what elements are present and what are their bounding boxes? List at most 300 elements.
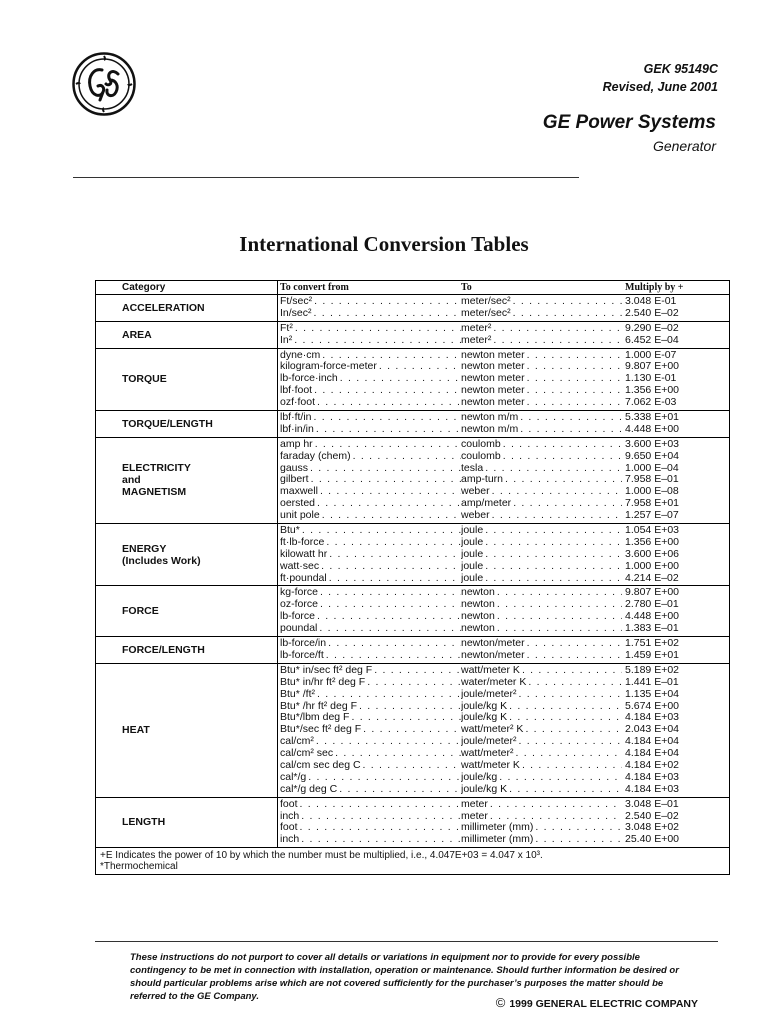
dot-leader [485,561,622,573]
multiplier: 1.356 E+00 [625,536,680,548]
from-unit: kilowatt hr [280,548,328,560]
from-unit-cell [280,587,461,599]
to-unit-cell [461,822,622,834]
from-unit-cell [280,373,461,385]
to-unit: amp/meter [461,498,512,510]
to-unit-cell [461,665,622,677]
table-group-row [96,663,730,797]
from-unit-cell [280,736,461,748]
category-cell [96,586,278,637]
to-unit-cell [461,451,622,463]
conversion-table [95,280,730,875]
to-unit-cell [461,599,622,611]
dot-leader [339,784,461,796]
to-unit-cell [461,424,622,436]
from-unit-cell [280,822,461,834]
conversion-row [280,296,726,308]
conversion-row [280,599,726,611]
from-unit-cell [280,760,461,772]
multiplier: 4.184 E+03 [625,771,680,783]
from-unit: gauss [280,462,309,474]
conversion-row [280,335,726,347]
conversion-rows-cell [278,295,730,322]
dot-leader [314,412,461,424]
from-unit: Btu* [280,525,300,537]
conversion-row [280,772,726,784]
note-exponent: +E Indicates the power of 10 by which the number must be multiplied, i.e., 4.047E+03 = 4.047 x 10³. [100,850,543,862]
conversion-row [280,486,726,498]
to-unit: joule [461,525,484,537]
multiplier: 1.135 E+04 [625,688,680,700]
multiplier: 1.441 E–01 [625,676,679,688]
conversion-rows-cell [278,637,730,664]
multiplier: 2.540 E–02 [625,307,679,319]
to-unit-cell [461,561,622,573]
from-unit: gilbert [280,474,309,486]
dot-leader [310,463,461,475]
to-unit: newton [461,599,495,611]
conversion-row [280,397,726,409]
dot-leader [351,712,461,724]
from-unit-cell [280,650,461,662]
dot-leader [492,486,622,498]
from-unit-cell [280,486,461,498]
conversion-row [280,811,726,823]
conversion-row [280,537,726,549]
to-unit-cell [461,463,622,475]
document-number: GEK 95149C [643,62,718,76]
conversion-row [280,561,726,573]
to-unit: tesla [461,462,484,474]
multiplier: 9.807 E+00 [625,361,680,373]
conversion-rows-cell [278,663,730,797]
dot-leader [485,463,622,475]
from-unit: faraday (chem) [280,450,351,462]
division-name: GE Power Systems [542,112,716,133]
to-unit-cell [461,510,622,522]
conversion-row [280,451,726,463]
dot-leader [485,525,622,537]
dot-leader [499,772,622,784]
table-header-row [96,281,730,295]
conversion-row [280,784,726,796]
conversion-row [280,587,726,599]
from-unit: kilogram-force-meter [280,361,377,373]
from-unit-cell [280,537,461,549]
table-group-row [96,321,730,348]
to-unit-cell [461,296,622,308]
to-unit: newton/meter [461,638,525,650]
conversion-row [280,350,726,362]
to-unit-cell [461,772,622,784]
multiplier: 3.600 E+03 [625,438,680,450]
to-unit-cell [461,650,622,662]
to-unit: newton m/m [461,412,519,424]
dot-leader [513,296,622,308]
from-unit: cal*/g deg C [280,783,338,795]
to-unit-cell [461,611,622,623]
from-unit-cell [280,498,461,510]
from-unit-cell [280,799,461,811]
conversion-row [280,736,726,748]
conversion-row [280,525,726,537]
dot-leader [316,736,461,748]
from-unit-cell [280,689,461,701]
from-unit: lb-force/ft [280,649,324,661]
from-unit-cell [280,385,461,397]
category-label: TORQUE/LENGTH [122,417,213,430]
to-unit: meter² [461,334,492,346]
dot-leader [294,335,461,347]
to-unit: millimeter (mm) [461,834,534,846]
from-unit: ft·lb-force [280,536,325,548]
from-unit-cell [280,712,461,724]
from-unit: inch [280,834,300,846]
dot-leader [311,474,461,486]
multiplier: 1.257 E–07 [625,510,679,522]
to-unit-cell [461,323,622,335]
from-unit-cell [280,748,461,760]
to-unit: meter² [461,322,492,334]
from-unit-cell [280,638,461,650]
from-unit: lbf·ft/in [280,412,312,424]
from-unit-cell [280,623,461,635]
conversion-rows-cell [278,321,730,348]
dot-leader [485,537,622,549]
to-unit: watt/meter K [461,664,520,676]
category-label: MAGNETISM [122,486,187,499]
table-group-row [96,437,730,523]
dot-leader [516,748,622,760]
to-unit: joule [461,536,484,548]
multiplier: 1.356 E+00 [625,385,680,397]
from-unit-cell [280,525,461,537]
category-cell [96,637,278,664]
from-unit-cell [280,772,461,784]
to-unit-cell [461,474,622,486]
from-unit: lbf·foot [280,385,313,397]
footer-divider [95,941,718,942]
to-unit-cell [461,701,622,713]
dot-leader [493,335,622,347]
to-unit: meter/sec² [461,307,511,319]
dot-leader [335,748,461,760]
from-unit-cell [280,834,461,846]
multiplier: 4.184 E+04 [625,748,680,760]
from-unit-cell [280,335,461,347]
disclaimer: These instructions do not purport to cover all details or variations in equipment nor to provide for every possible contingency to be met in connection with installation, operation or maintenance. Should further information be desired or should particular problems arise which are not covered sufficiently for the purchaser’s purposes the matter should be referred to the GE Company. [130,952,679,1002]
from-unit-cell [280,350,461,362]
dot-leader [317,689,461,701]
dot-leader [503,451,622,463]
to-unit-cell [461,834,622,846]
to-unit: millimeter (mm) [461,822,534,834]
category-label: FORCE [122,605,159,618]
to-unit-cell [461,335,622,347]
dot-leader [522,760,622,772]
category-label: ENERGY [122,542,167,555]
to-unit-cell [461,525,622,537]
to-unit: joule [461,572,484,584]
dot-leader [527,397,622,409]
multiplier: 5.674 E+00 [625,700,680,712]
multiplier: 1.000 E–08 [625,486,679,498]
from-unit-cell [280,724,461,736]
dot-leader [320,486,461,498]
from-unit: foot [280,822,298,834]
multiplier: 1.751 E+02 [625,638,680,650]
from-unit-cell [280,296,461,308]
dot-leader [527,373,622,385]
conversion-row [280,799,726,811]
from-unit: lb-force [280,611,316,623]
dot-leader [322,510,461,522]
multiplier: 4.184 E+03 [625,783,680,795]
category-label: LENGTH [122,816,166,829]
from-unit: lbf·in/in [280,423,314,435]
dot-leader [300,822,461,834]
from-unit-cell [280,451,461,463]
dot-leader [509,701,622,713]
to-unit: newton meter [461,385,525,397]
multiplier: 3.048 E–01 [625,798,679,810]
conversion-row [280,463,726,475]
to-unit: joule/kg K [461,783,508,795]
conversion-row [280,498,726,510]
multiplier: 4.184 E+02 [625,759,680,771]
dot-leader [527,385,622,397]
to-unit: newton [461,623,495,635]
multiplier: 9.650 E+04 [625,450,680,462]
dot-leader [314,308,461,320]
multiplier: 1.054 E+03 [625,525,680,537]
table-group-row [96,524,730,586]
multiplier: 2.540 E–02 [625,810,679,822]
dot-leader [509,712,622,724]
conversion-rows-cell [278,797,730,848]
conversion-row [280,308,726,320]
from-unit: cal/cm² sec [280,748,334,760]
copyright-text: 1999 GENERAL ELECTRIC COMPANY [509,998,698,1010]
table-notes-row [96,848,730,875]
conversion-row [280,611,726,623]
category-cell [96,321,278,348]
dot-leader [527,638,622,650]
multiplier: 9.290 E–02 [625,322,679,334]
to-unit-cell [461,361,622,373]
to-unit-cell [461,486,622,498]
multiplier: 5.338 E+01 [625,412,680,424]
to-unit-cell [461,760,622,772]
table-group-row [96,411,730,438]
conversion-row [280,510,726,522]
from-unit-cell [280,701,461,713]
to-unit-cell [461,385,622,397]
from-unit: dyne·cm [280,349,321,361]
from-unit: oz-force [280,599,318,611]
from-unit-cell [280,439,461,451]
to-unit: coulomb [461,450,501,462]
multiplier: 25.40 E+00 [625,834,680,846]
conversion-rows-cell [278,411,730,438]
multiplier: 2.043 E+04 [625,724,680,736]
to-unit-cell [461,537,622,549]
multiplier: 1.459 E+01 [625,649,680,661]
dot-leader [513,308,622,320]
category-label: ELECTRICITY [122,462,191,475]
conversion-row [280,638,726,650]
to-unit-cell [461,748,622,760]
to-unit-cell [461,677,622,689]
to-unit: joule/meter² [461,736,517,748]
conversion-row [280,573,726,585]
from-unit-cell [280,573,461,585]
from-unit-cell [280,308,461,320]
conversion-row [280,689,726,701]
to-unit: weber [461,486,490,498]
from-unit: maxwell [280,486,318,498]
multiplier: 4.214 E–02 [625,572,679,584]
multiplier: 4.184 E+03 [625,712,680,724]
to-unit: meter [461,798,488,810]
dot-leader [328,638,461,650]
dot-leader [379,361,461,373]
category-cell [96,524,278,586]
category-label: TORQUE [122,373,167,386]
multiplier: 3.048 E-01 [625,296,677,307]
to-unit-cell [461,638,622,650]
dot-leader [535,834,622,846]
header-category: Category [96,281,278,295]
dot-leader [518,736,622,748]
from-unit-cell [280,510,461,522]
conversion-row [280,665,726,677]
dot-leader [363,724,461,736]
dot-leader [316,424,461,436]
dot-leader [359,701,461,713]
from-unit: watt·sec [280,560,320,572]
conversion-row [280,323,726,335]
conversion-row [280,748,726,760]
copyright [496,995,698,1010]
table-group-row [96,586,730,637]
dot-leader [518,689,622,701]
multiplier: 7.958 E–01 [625,474,679,486]
ge-logo [72,52,136,116]
to-unit: water/meter K [461,676,527,688]
header-columns [278,281,730,295]
conversion-row [280,439,726,451]
dot-leader [315,439,461,451]
from-unit: Btu* in/hr ft² deg F [280,676,366,688]
category-cell [96,797,278,848]
header-divider [73,177,579,178]
conversion-row [280,623,726,635]
conversion-row [280,760,726,772]
dot-leader [300,799,461,811]
from-unit-cell [280,424,461,436]
dot-leader [520,424,622,436]
from-unit: lb-force·inch [280,373,338,385]
dot-leader [329,549,461,561]
dot-leader [490,811,622,823]
from-unit: inch [280,810,300,822]
to-unit-cell [461,573,622,585]
multiplier: 3.600 E+06 [625,548,680,560]
multiplier: 2.780 E–01 [625,599,679,611]
from-unit-cell [280,323,461,335]
to-unit: newton/meter [461,649,525,661]
document-number-block [603,60,718,96]
to-unit-cell [461,308,622,320]
to-unit-cell [461,724,622,736]
dot-leader [320,599,461,611]
category-label: AREA [122,328,152,341]
dot-leader [497,611,622,623]
from-unit: lb-force/in [280,638,327,650]
category-cell [96,663,278,797]
to-unit: newton [461,611,495,623]
from-unit: foot [280,798,298,810]
dot-leader [295,323,461,335]
dot-leader [528,677,622,689]
multiplier: 5.189 E+02 [625,664,680,676]
dot-leader [326,537,461,549]
to-unit: joule/kg K [461,700,508,712]
header-multiply: Multiply by + [625,282,684,293]
to-unit-cell [461,623,622,635]
dot-leader [527,350,622,362]
to-unit: joule [461,548,484,560]
table-notes [96,848,730,875]
from-unit-cell [280,549,461,561]
conversion-row [280,385,726,397]
to-unit: joule/kg [461,771,498,783]
table-group-row [96,637,730,664]
to-unit-cell [461,784,622,796]
page-title: International Conversion Tables [239,232,529,256]
subdivision-name: Generator [652,138,716,154]
to-unit-cell [461,397,622,409]
conversion-row [280,361,726,373]
dot-leader [321,561,461,573]
to-unit: newton meter [461,397,525,409]
conversion-row [280,412,726,424]
from-unit: Ft² [280,322,293,334]
dot-leader [319,623,461,635]
from-unit: amp hr [280,438,313,450]
to-unit: newton meter [461,373,525,385]
multiplier: 4.448 E+00 [625,423,680,435]
dot-leader [363,760,461,772]
conversion-row [280,724,726,736]
dot-leader [320,587,461,599]
multiplier: 9.807 E+00 [625,587,680,599]
dot-leader [525,724,622,736]
dot-leader [527,361,622,373]
dot-leader [485,549,622,561]
from-unit: cal/cm sec deg C [280,759,361,771]
dot-leader [509,784,622,796]
to-unit-cell [461,587,622,599]
dot-leader [314,296,461,308]
dot-leader [301,834,461,846]
multiplier: 1.000 E-07 [625,349,677,361]
category-cell [96,437,278,523]
from-unit-cell [280,463,461,475]
dot-leader [522,665,622,677]
to-unit-cell [461,799,622,811]
